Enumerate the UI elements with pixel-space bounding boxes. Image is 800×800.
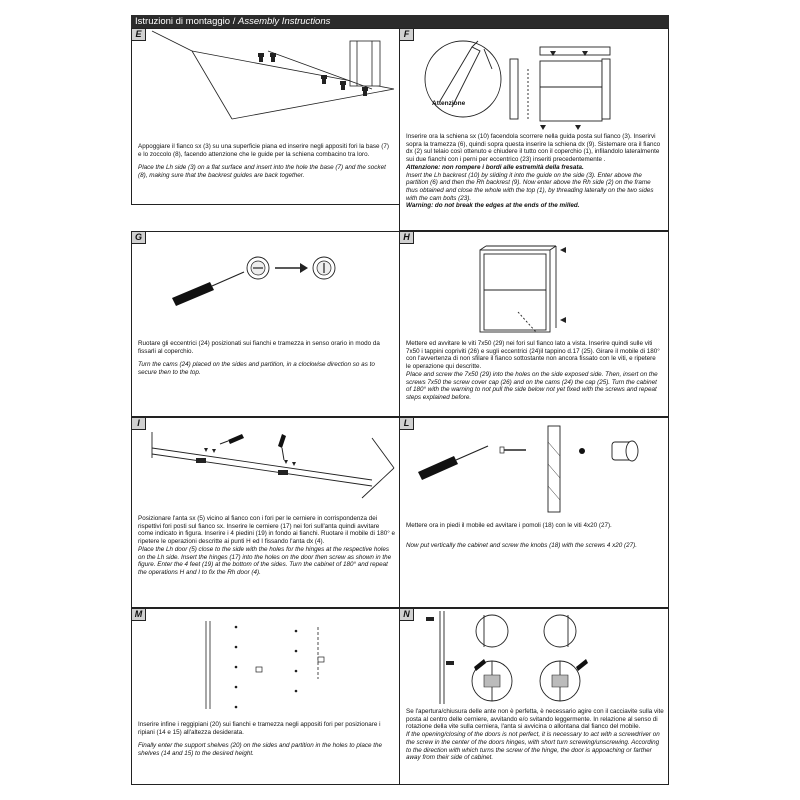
step-f-panel xyxy=(399,28,669,231)
step-f-callout: Attenzione xyxy=(432,100,466,107)
step-h-label: H xyxy=(400,232,414,244)
step-g-text-en: Turn the cams (24) placed on the sides and partition, in a clockwise direction so as to secure then to the top. xyxy=(138,361,375,377)
screw-icon xyxy=(500,447,526,453)
step-i-text-it: Posizionare l'anta sx (5) vicino al fianco con i fori per le cerniere in corrispondenza dei rispettivi fori posti sul fianco sx. Inserire le cerniere (17) nei fori sull'anta quindi avvitare come indicato in figura. Inserire i 4 piedini (19) in fondo ai fianchi. Ruotare il mobile di 180° e ripetere le operazioni descritte ai punti H ed I fissando l'anta dx (4). xyxy=(138,515,395,546)
header-title-it: Istruzioni di montaggio / xyxy=(135,16,236,27)
screwdriver-icon xyxy=(172,272,244,306)
instruction-sheet xyxy=(131,15,669,785)
step-h-panel xyxy=(399,231,669,417)
step-f-label: F xyxy=(400,29,414,41)
step-n-text-en: If the opening/closing of the doors is not perfect, it is necessary to act with a screwdriver on the screw in the center of the doors hinges, with short turn screwing/unscrewing. According to the direction with which turns the screw of the hinge, the door is appoaching or farther away from their side of cabinet. xyxy=(406,731,660,762)
step-h-illustration xyxy=(400,232,669,337)
step-g-illustration xyxy=(132,232,401,337)
step-i-panel xyxy=(131,417,401,608)
cam-lock-icon xyxy=(247,257,269,279)
step-g-text xyxy=(138,340,394,383)
step-f-text xyxy=(406,133,662,210)
step-f-illustration xyxy=(400,29,669,133)
step-e-text-en: Place the Lh side (3) on a flat surface and insert into the hole the base (7) and the socket (8), making sure that the backrest guides are back together. xyxy=(138,164,386,180)
step-i-illustration xyxy=(132,418,401,503)
step-f-text-en: Insert the Lh backrest (10) by sliding it into the guide on the side (3). Enter above the partition (6) and then the Rh backrest (9). Now enter above the Rh side (2) on the frame thus obtained and close the whole with the top (1), by threading laterally on the two sides with the cam bolts (23). xyxy=(406,171,654,202)
step-m-illustration xyxy=(132,609,401,714)
step-m-panel xyxy=(131,608,401,785)
step-l-label: L xyxy=(400,418,414,430)
screwdriver-icon xyxy=(220,434,244,444)
step-h-text-en: Place and screw the 7x50 (29) into the holes on the side exposed side. Then, insert on the screws 7x50 the screw cover cap (26) and on the cams (24) the cap (25). Turn the cabinet of 180° with the warning to not pull the side below not yet fixed with the screws and repeat steps explained before. xyxy=(406,370,658,401)
step-l-text xyxy=(406,522,662,555)
step-h-text xyxy=(406,340,662,402)
step-e-text-it: Appoggiare il fianco sx (3) su una superficie piana ed inserire negli appositi fori la base (7) e lo zoccolo (8), facendo attenzione che le guide per la schiena combacino tra loro. xyxy=(138,143,389,158)
cam-lock-locked-icon xyxy=(313,257,335,279)
step-g-text-it: Ruotare gli eccentrici (24) posizionati sui fianchi e tramezza in senso orario in modo da fissarli al coperchio. xyxy=(138,340,380,355)
step-n-illustration xyxy=(400,609,669,704)
step-e-panel xyxy=(131,28,401,205)
step-l-text-it: Mettere ora in piedi il mobile ed avvitare i pomoli (18) con le viti 4x20 (27). xyxy=(406,522,612,529)
step-l-illustration xyxy=(400,418,669,518)
step-i-text xyxy=(138,515,396,577)
step-f-text-it: Inserire ora la schiena sx (10) facendola scorrere nella guida posta sul fianco (3). Inserirvi sopra la tramezza (6), quindi sopra questa inserire la schiena dx (9). Sistemare ora il fianco dx (2) sul telaio così ottenuto e chiudere il tutto con il coperchio (1), infilandolo lateralmente sui due fianchi con i perni per eccentrico (23) inseriti precedentemente . xyxy=(406,133,661,164)
step-h-text-it: Mettere ed avvitare le viti 7x50 (29) nei fori sul fianco lato a vista. Inserire quindi sulle viti 7x50 i tappini copriviti (26) e sugli eccentrici (24)il tappino d.17 (25). Girare il mobile di 180° con l'avvertenza di non sfilare il fianco sottostante non ancora fissato con le viti, e ripetere le operazione qui descritte. xyxy=(406,340,660,371)
step-e-label: E xyxy=(132,29,146,41)
knob-icon xyxy=(612,441,638,461)
step-e-illustration xyxy=(132,29,401,139)
step-i-label: I xyxy=(132,418,146,430)
step-m-text xyxy=(138,721,394,764)
step-e-text xyxy=(138,143,394,186)
step-m-text-en: Finally enter the support shelves (20) on the sides and partition in the holes to place the shelves (14 and 15) to the desired height. xyxy=(138,742,382,758)
step-f-warning-en: Warning: do not break the edges at the ends of the milled. xyxy=(406,202,580,210)
header-title-en: Assembly Instructions xyxy=(237,16,331,27)
step-n-panel xyxy=(399,608,669,785)
step-f-warning-it: Attenzione: non rompere i bordi alle estremità della fresata. xyxy=(406,163,584,171)
step-n-text-it: Se l'apertura/chiusura delle ante non è perfetta, è necessario agire con il cacciavite sulla vite posta al centro delle cerniere, avvitando e/o svitando leggermente. In relazione al senso di rotazione della vite sulla cerniera, l'anta si avvicina o allontana dal fianco del mobile. xyxy=(406,708,664,731)
screwdriver-icon xyxy=(278,434,286,460)
step-i-text-en: Place the Lh door (5) close to the side with the holes for the hinges at the respective holes on the Lh side. Insert the hinges (17) into the holes on the door then screw as shown in the figure. Enter the 4 feet (19) at the bottom of the sides. Turn the cabinet of 180° and repeat the operations H and I to fix the Rh door (4). xyxy=(138,545,392,576)
screwdriver-icon xyxy=(418,446,488,480)
step-m-label: M xyxy=(132,609,146,621)
step-l-panel xyxy=(399,417,669,608)
step-g-label: G xyxy=(132,232,146,244)
step-n-label: N xyxy=(400,609,414,621)
sheet-header xyxy=(131,15,669,28)
step-g-panel xyxy=(131,231,401,417)
arrow-right-icon xyxy=(275,263,308,273)
step-n-text xyxy=(406,708,664,762)
step-l-text-en: Now put vertically the cabinet and screw the knobs (18) with the screws 4 x20 (27). xyxy=(406,541,637,549)
step-m-text-it: Inserire infine i reggipiani (20) sui fianchi e tramezza negli appositi fori per posizionare i ripiani (14 e 15) all'altezza desiderata. xyxy=(138,721,381,736)
